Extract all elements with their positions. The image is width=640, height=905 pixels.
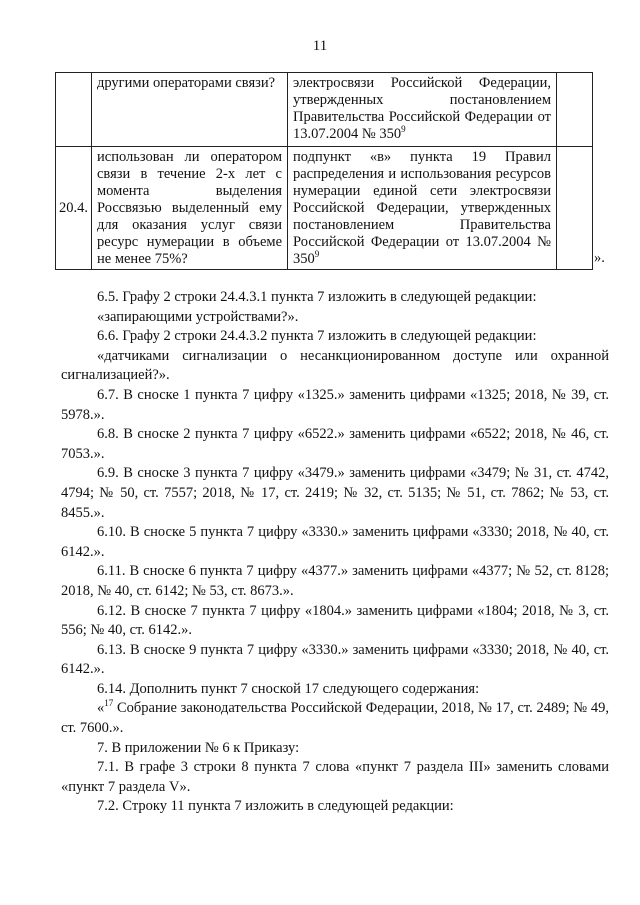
question-text: использован ли оператором связи в течение 2-х лет с момента выделения Россвязью выделенный ему для оказания услуг связи ресурс нумерации в объеме не менее 75%? xyxy=(97,149,282,267)
paragraph: 6.14. Дополнить пункт 7 сноской 17 следующего содержания: xyxy=(97,680,480,697)
quote-open: « xyxy=(97,700,105,717)
page-number: 11 xyxy=(312,38,328,54)
paragraph: 7.2. Строку 11 пункта 7 изложить в следующей редакции: xyxy=(97,798,454,815)
table-cell-reference xyxy=(288,73,557,147)
paragraph: 7.1. В графе 3 строки 8 пункта 7 слова «пункт 7 раздела III» заменить словами «пункт 7 раздела V». xyxy=(61,759,609,795)
reference-text: подпункт «в» пункта 19 Правил распределения и использования ресурсов нумерации единой сети электросвязи Российской Федерации, утвержденных постановлением Правительства Российской Федерации от 13.07.2004 № 350 xyxy=(293,149,551,267)
paragraph: 6.9. В сноске 3 пункта 7 цифру «3479.» заменить цифрами «3479; № 31, ст. 4742, 4794; № 50, ст. 7557; 2018, № 17, ст. 2419; № 32, ст. 5135; № 51, ст. 7862; № 53, ст. 8455.». xyxy=(61,465,609,521)
paragraph: 6.7. В сноске 1 пункта 7 цифру «1325.» заменить цифрами «1325; 2018, № 39, ст. 5978.». xyxy=(61,386,609,423)
table-cell-question xyxy=(92,73,288,147)
paragraph: 7. В приложении № 6 к Приказу: xyxy=(97,739,300,756)
table-cell-question xyxy=(92,147,288,270)
paragraph: 6.8. В сноске 2 пункта 7 цифру «6522.» заменить цифрами «6522; 2018, № 46, ст. 7053.». xyxy=(61,426,609,462)
paragraph xyxy=(61,699,609,738)
paragraph: «датчиками сигнализации о несанкционированном доступе или охранной сигнализацией?». xyxy=(61,347,609,384)
table-cell-reference xyxy=(288,147,557,270)
closing-quote: ». xyxy=(594,250,605,266)
paragraph: 6.12. В сноске 7 пункта 7 цифру «1804.» заменить цифрами «1804; 2018, № 3, ст. 556; № 40, ст. 6142.». xyxy=(61,602,609,639)
table-cell-number xyxy=(56,73,92,147)
document-body xyxy=(61,288,609,817)
footnote-mark: 9 xyxy=(401,124,406,135)
footnote-mark: 9 xyxy=(314,249,320,260)
paragraph: 6.11. В сноске 6 пункта 7 цифру «4377.» заменить цифрами «4377; № 52, ст. 8128; 2018, № 40, ст. 6142; № 53, ст. 8673.». xyxy=(61,563,609,599)
question-text: другими операторами связи? xyxy=(97,75,276,91)
paragraph: «запирающими устройствами?». xyxy=(97,308,299,325)
footnote-mark: 17 xyxy=(104,698,114,709)
checklist-table xyxy=(55,72,593,270)
reference-text: электросвязи Российской Федерации, утвержденных постановлением Правительства Российской Федерации от 13.07.2004 № 350 xyxy=(293,75,551,142)
paragraph: 6.5. Графу 2 строки 24.4.3.1 пункта 7 изложить в следующей редакции: xyxy=(97,289,537,305)
paragraph: 6.10. В сноске 5 пункта 7 цифру «3330.» заменить цифрами «3330; 2018, № 40, ст. 6142.». xyxy=(61,524,609,560)
paragraph: 6.13. В сноске 9 пункта 7 цифру «3330.» заменить цифрами «3330; 2018, № 40, ст. 6142.». xyxy=(61,641,609,678)
paragraph: 6.6. Графу 2 строки 24.4.3.2 пункта 7 изложить в следующей редакции: xyxy=(97,328,537,345)
footnote-text: Собрание законодательства Российской Федерации, 2018, № 17, ст. 2489; № 49, ст. 7600.». xyxy=(61,700,609,737)
table-cell-empty xyxy=(557,147,593,270)
table-row xyxy=(56,147,593,270)
table-cell-number: 20.4. xyxy=(56,147,92,270)
table-cell-empty xyxy=(557,73,593,147)
table-row xyxy=(56,73,593,147)
